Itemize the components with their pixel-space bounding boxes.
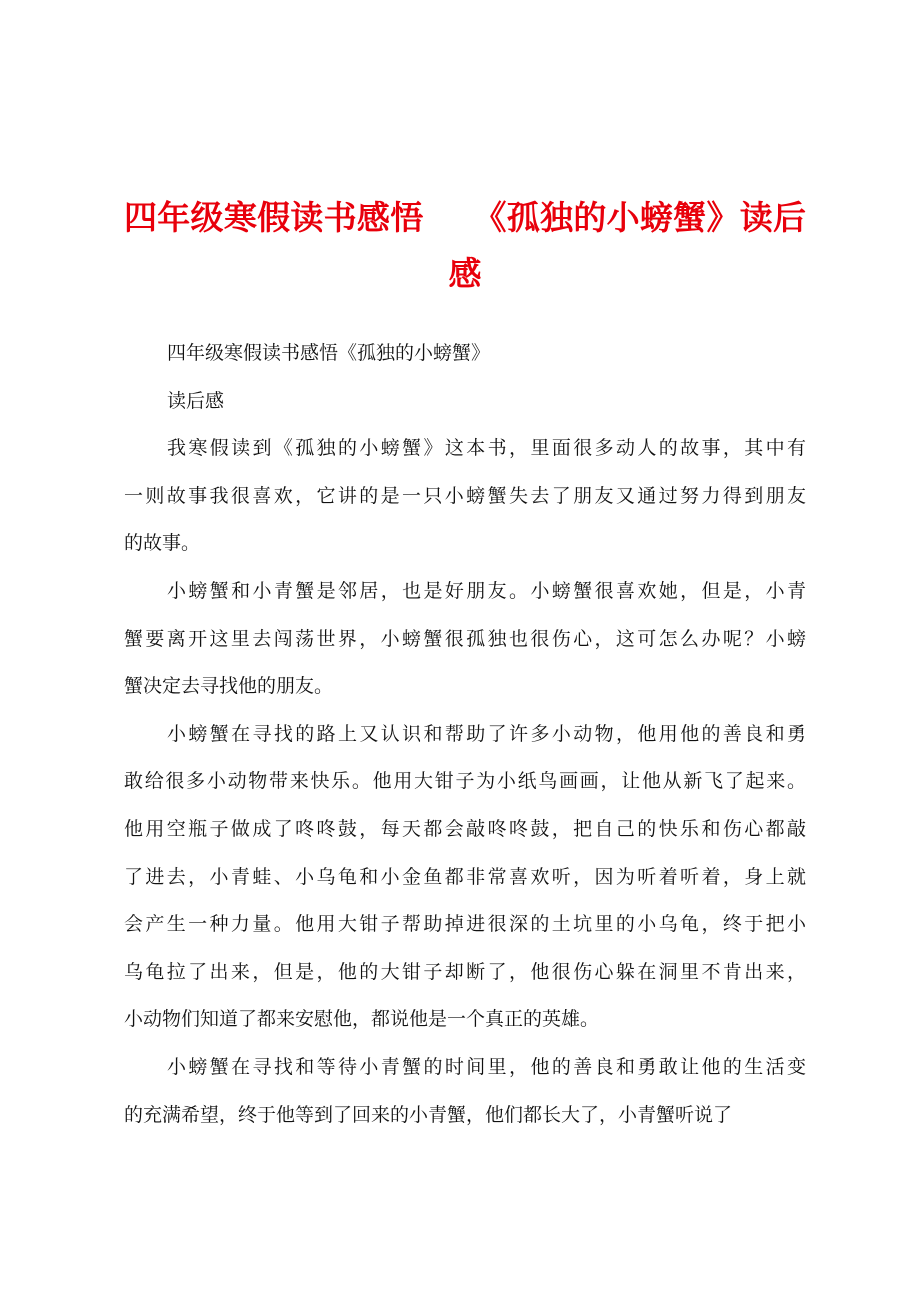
- paragraph-line: 四年级寒假读书感悟《孤独的小螃蟹》: [167, 342, 491, 364]
- paragraph-line: 了进去，小青蛙、小乌龟和小金鱼都非常喜欢听，因为听着听着，身上就: [124, 865, 806, 888]
- paragraph-line: 一则故事我很喜欢，它讲的是一只小螃蟹失去了朋友又通过努力得到朋友: [124, 484, 806, 507]
- paragraph: [124, 1044, 806, 1139]
- paragraph-line: 我寒假读到《孤独的小螃蟹》这本书，里面很多动人的故事，其中有: [167, 437, 806, 460]
- paragraph: [124, 425, 806, 568]
- paragraph-line: 小动物们知道了都来安慰他，都说他是一个真正的英雄。: [124, 1008, 600, 1031]
- document-body: [124, 330, 806, 1139]
- paragraph-line: 的充满希望，终于他等到了回来的小青蟹，他们都长大了，小青蟹听说了: [124, 1103, 733, 1126]
- document-title: [124, 190, 806, 302]
- paragraph: [124, 378, 806, 426]
- paragraph-line: 小螃蟹在寻找和等待小青蟹的时间里，他的善良和勇敢让他的生活变: [167, 1055, 806, 1078]
- paragraph: [124, 568, 806, 711]
- title-line-2: 感: [448, 254, 482, 293]
- paragraph-line: 乌龟拉了出来，但是，他的大钳子却断了，他很伤心躲在洞里不肯出来，: [124, 960, 806, 983]
- paragraph-line: 他用空瓶子做成了咚咚鼓，每天都会敲咚咚鼓，把自己的快乐和伤心都敲: [124, 817, 806, 840]
- paragraph-line: 小螃蟹在寻找的路上又认识和帮助了许多小动物，他用他的善良和勇: [167, 722, 806, 745]
- paragraph-line: 蟹决定去寻找他的朋友。: [124, 675, 334, 698]
- paragraph-line: 会产生一种力量。他用大钳子帮助掉进很深的土坑里的小乌龟，终于把小: [124, 913, 806, 936]
- paragraph-line: 读后感: [167, 389, 225, 412]
- paragraph-line: 敢给很多小动物带来快乐。他用大钳子为小纸鸟画画，让他从新飞了起来。: [124, 770, 806, 793]
- paragraph-line: 的故事。: [124, 532, 201, 555]
- paragraph-line: 小螃蟹和小青蟹是邻居，也是好朋友。小螃蟹很喜欢她，但是，小青: [167, 579, 806, 602]
- paragraph-line: 蟹要离开这里去闯荡世界，小螃蟹很孤独也很伤心，这可怎么办呢？小螃: [124, 627, 806, 650]
- paragraph: [124, 711, 806, 1044]
- title-line-1: 四年级寒假读书感悟 《孤独的小螃蟹》读后: [124, 198, 806, 237]
- paragraph: [124, 330, 806, 378]
